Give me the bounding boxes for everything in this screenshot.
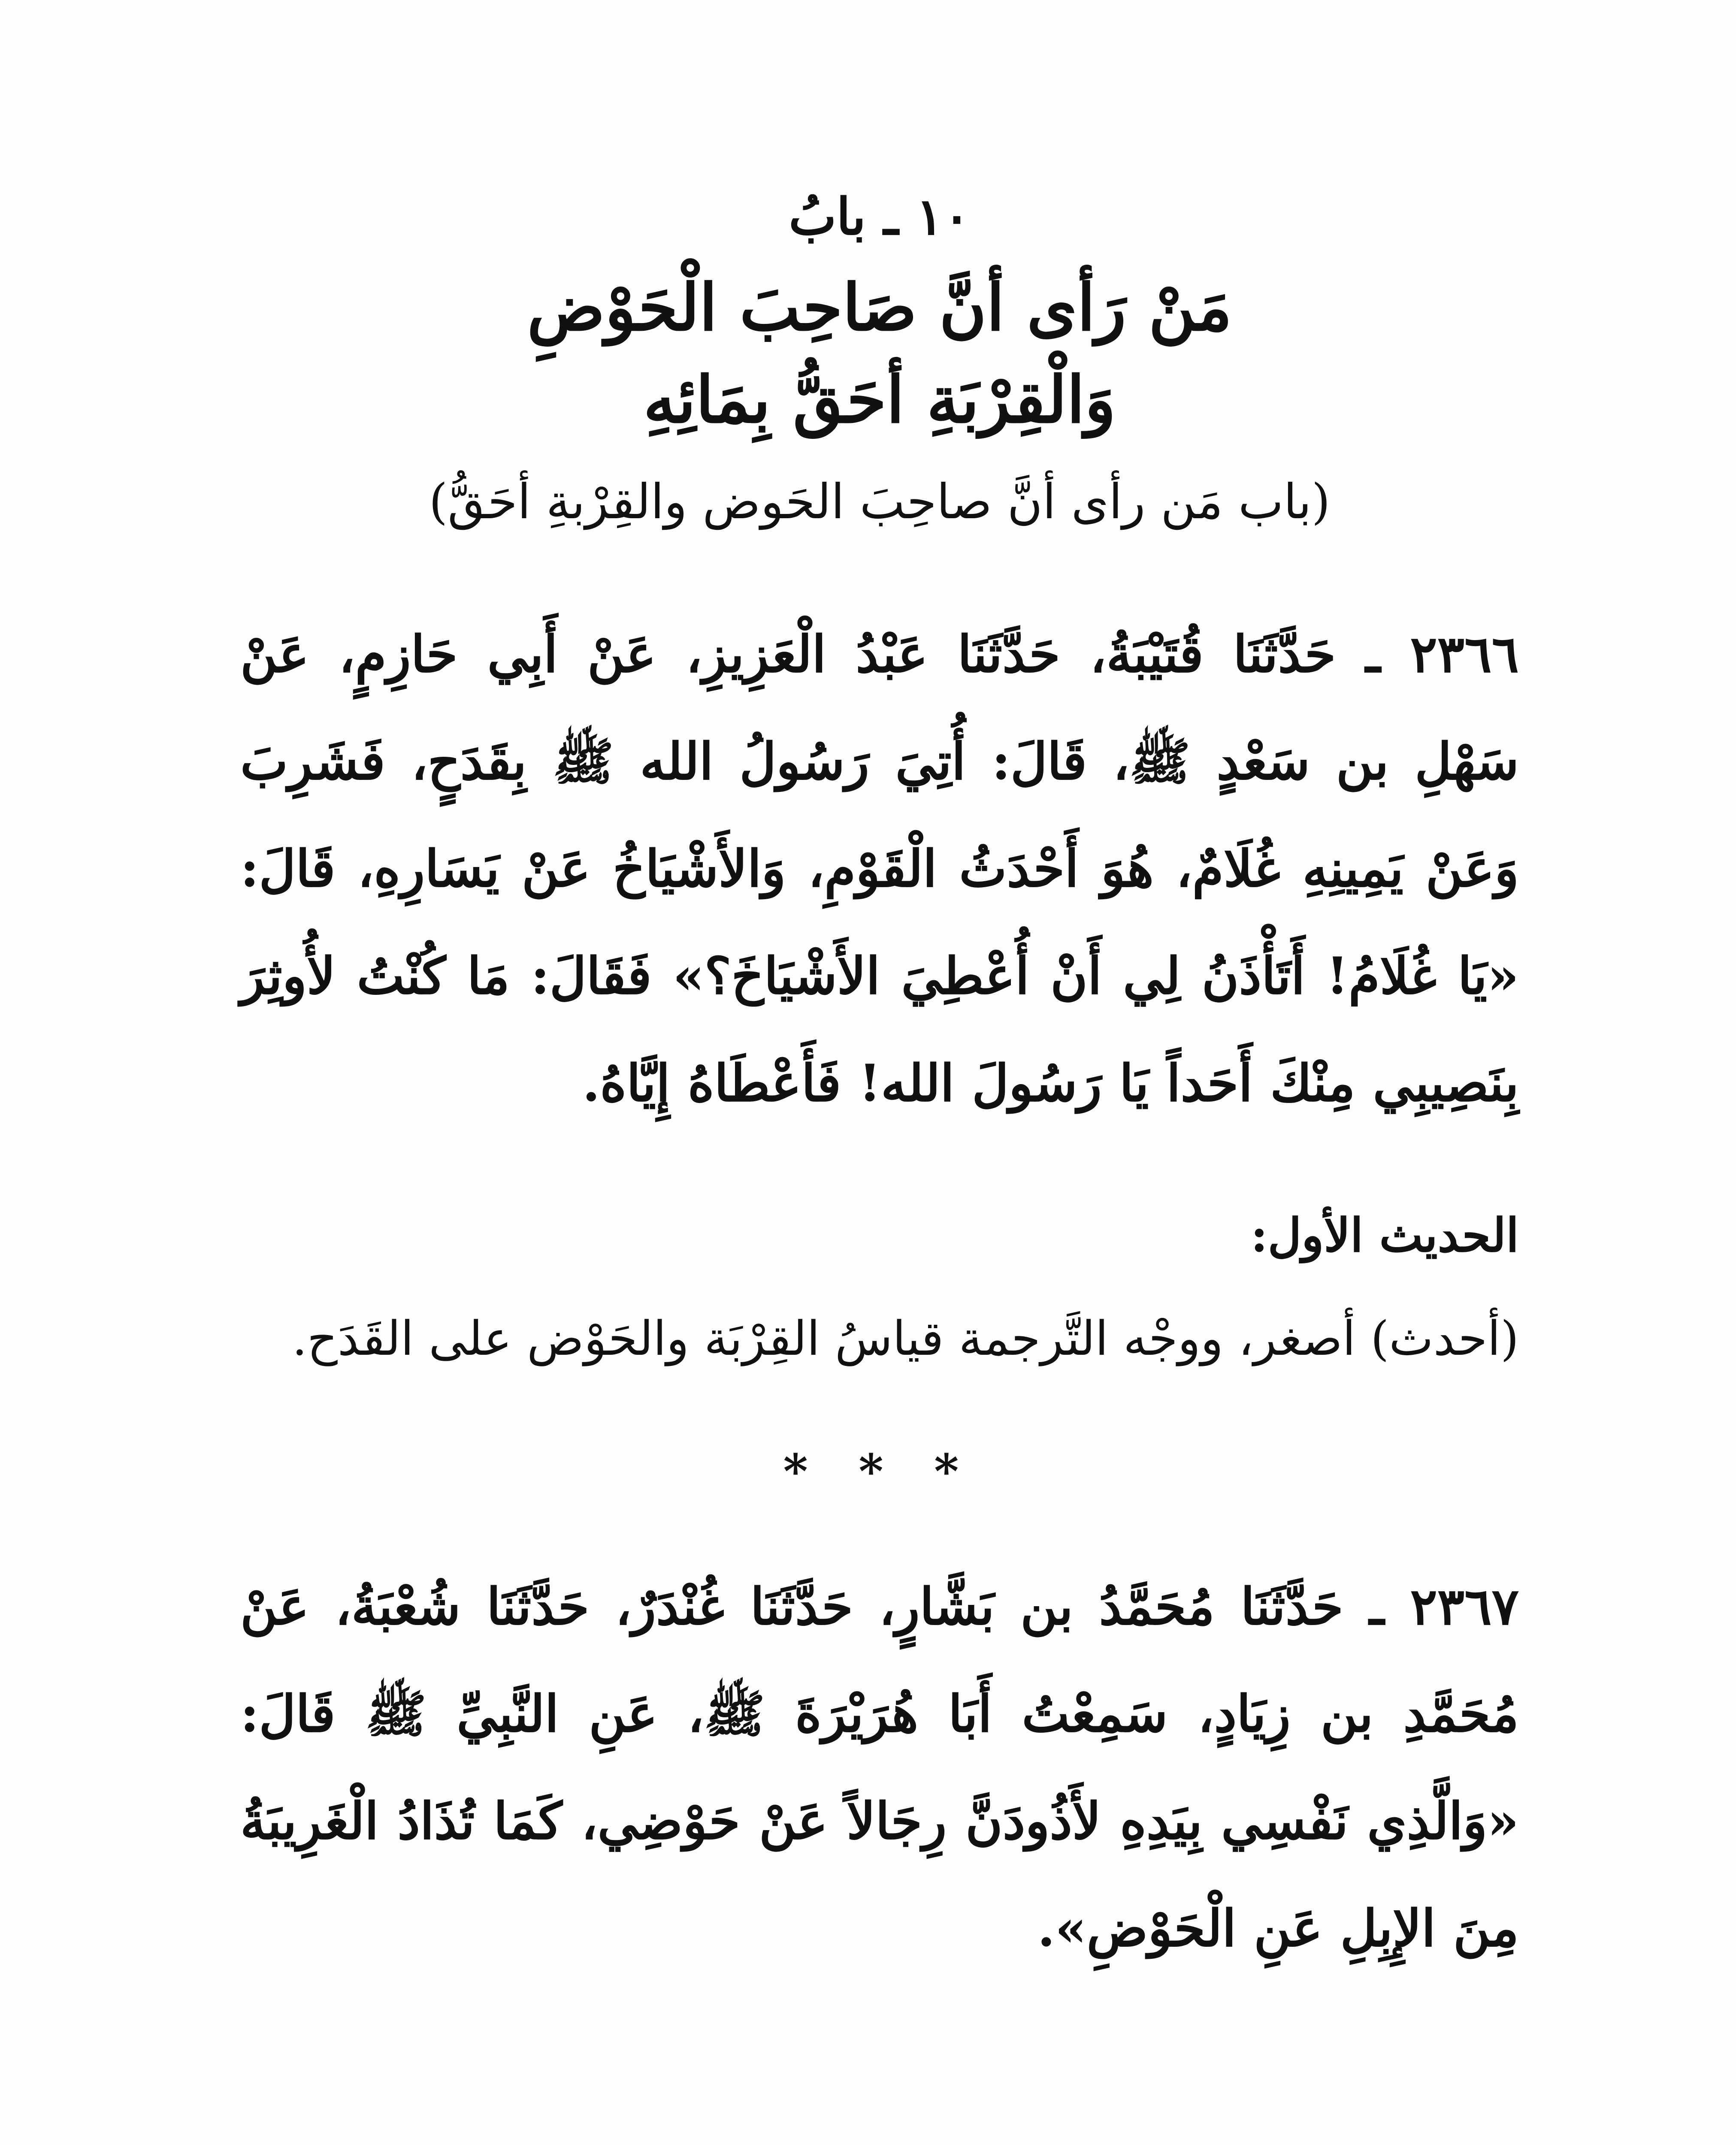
page-content bbox=[240, 184, 1519, 2033]
chapter-title-line-1: مَنْ رَأى أنَّ صَاحِبَ الْحَوْضِ bbox=[527, 270, 1232, 345]
hadith-2367: ٢٣٦٧ ـ حَدَّثَنَا مُحَمَّدُ بن بَشَّارٍ، حَدَّثَنَا غُنْدَرٌ، حَدَّثَنَا شُعْبَةُ، عَنْ مُحَمَّدِ بن زِيَادٍ، سَمِعْتُ أَبَا هُرَيْرَةَ ﷺ، عَنِ النَّبِيِّ ﷺ قَالَ: «وَالَّذِي نَفْسِي بِيَدِهِ لأَذُودَنَّ رِجَالاً عَنْ حَوْضِي، كَمَا تُذَادُ الْغَرِيبَةُ مِنَ الإِبِلِ عَنِ الْحَوْضِ». bbox=[240, 1577, 1519, 1958]
chapter-title bbox=[240, 262, 1519, 446]
commentary-text: (أحدث) أصغر، ووجْه التَّرجمة قياسُ القِرْبَة والحَوْض على القَدَح. bbox=[292, 1311, 1519, 1366]
hadith-2366: ٢٣٦٦ ـ حَدَّثَنَا قُتَيْبَةُ، حَدَّثَنَا عَبْدُ الْعَزِيزِ، عَنْ أَبِي حَازِمٍ، عَنْ سَهْلِ بن سَعْدٍ ﷺ، قَالَ: أُتِيَ رَسُولُ الله ﷺ بِقَدَحٍ، فَشَرِبَ وَعَنْ يَمِينِهِ غُلَامٌ، هُوَ أَحْدَثُ الْقَوْمِ، وَالأَشْيَاخُ عَنْ يَسَارِهِ، قَالَ: «يَا غُلَامُ! أَتَأْذَنُ لِي أَنْ أُعْطِيَ الأَشْيَاخَ؟» فَقَالَ: مَا كُنْتُ لأُوثِرَ بِنَصِيبِي مِنْكَ أَحَداً يَا رَسُولَ الله! فَأَعْطَاهُ إِيَّاهُ. bbox=[240, 624, 1519, 1113]
section-separator: * * * bbox=[783, 1444, 976, 1499]
chapter-title-line-2: وَالْقِرْبَةِ أحَقُّ بِمَائِهِ bbox=[643, 362, 1116, 438]
chapter-number: ١٠ ـ بابُ bbox=[789, 187, 971, 246]
commentary-heading: الحديث الأول: bbox=[1250, 1208, 1519, 1263]
chapter-subtitle: (باب مَن رأى أنَّ صاحِبَ الحَوض والقِرْبةِ أحَقُّ) bbox=[429, 474, 1331, 530]
